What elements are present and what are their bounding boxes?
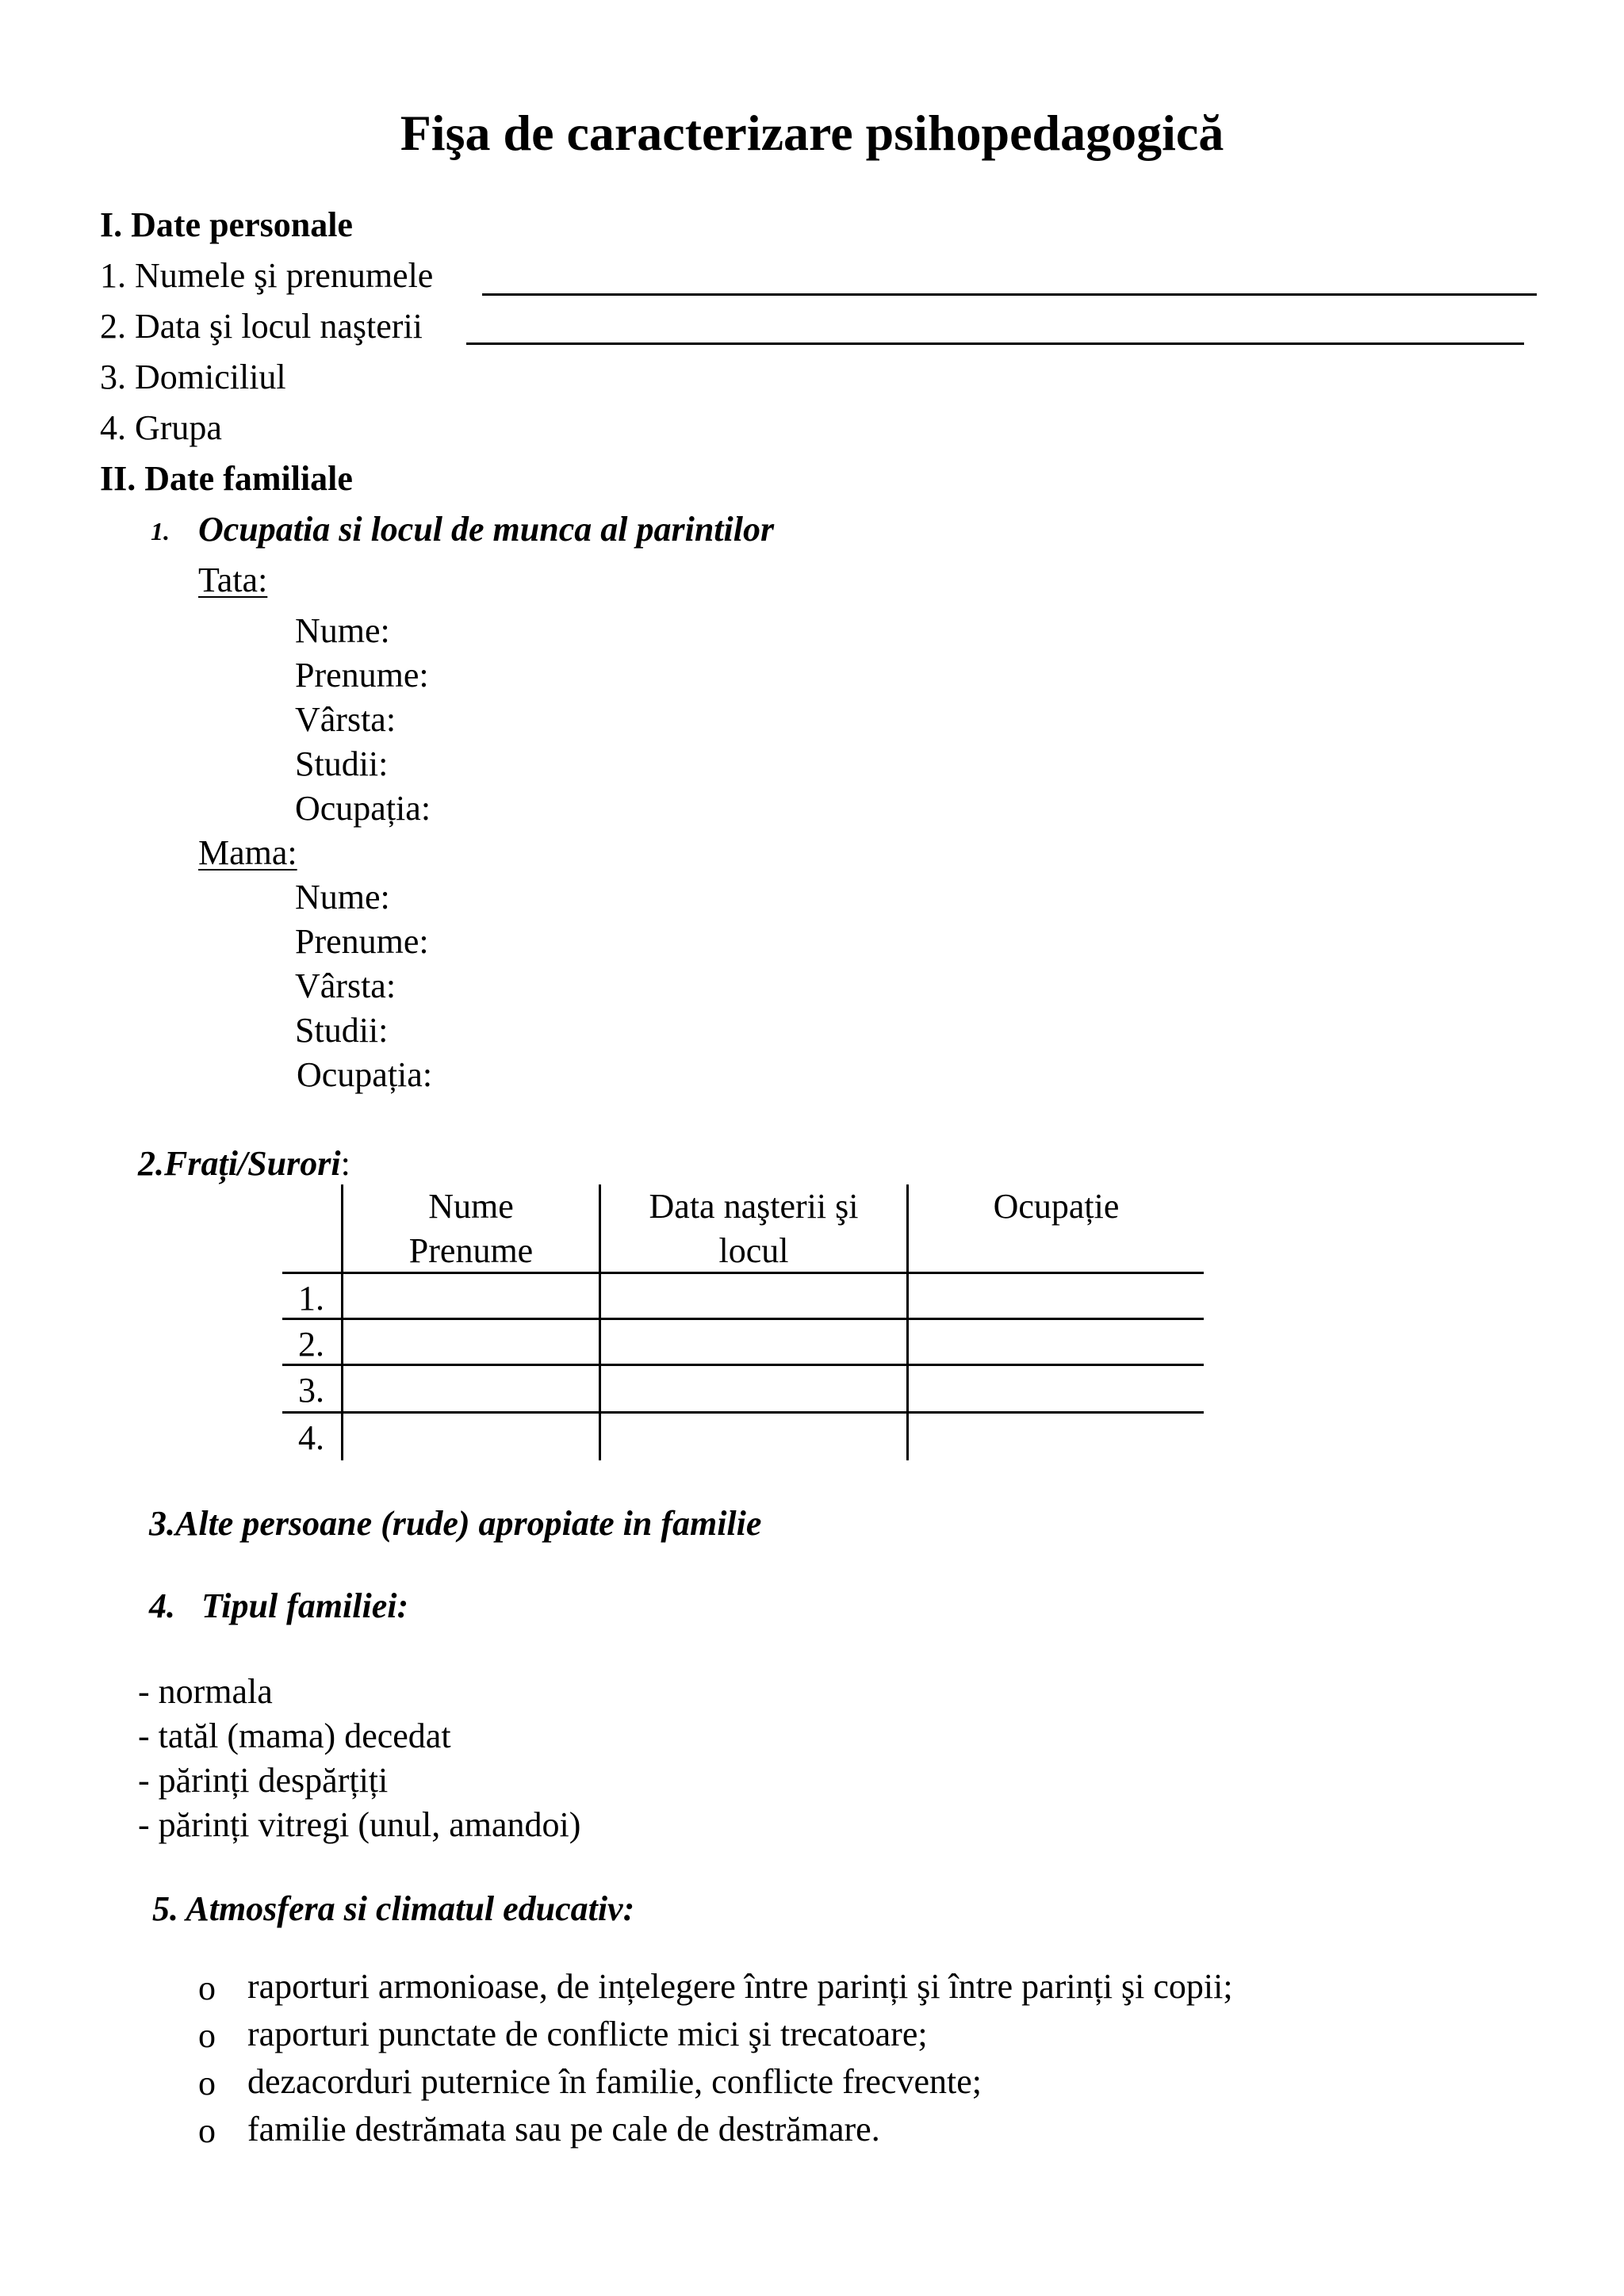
field-birth-label: 2. Data şi locul naşterii (100, 307, 423, 346)
atmosphere-option: raporturi armonioase, de ințelegere între parinți şi între parinți şi copii; (247, 1967, 1233, 2006)
family-type-option: - părinți despărțiți (138, 1761, 389, 1800)
bullet-icon: o (198, 2111, 216, 2150)
field-name-line (482, 293, 1537, 296)
mother-field: Ocupația: (297, 1055, 433, 1094)
section-family-heading: II. Date familiale (100, 459, 353, 498)
section-personal-heading: I. Date personale (100, 205, 353, 244)
atmosphere-option: familie destrămata sau pe cale de destrămare. (247, 2110, 880, 2149)
family-type-heading: 4. Tipul familiei: (149, 1586, 409, 1625)
siblings-heading (138, 1146, 350, 1181)
siblings-heading-colon: : (340, 1144, 350, 1183)
siblings-heading-text: 2.Frați/Surori (138, 1144, 341, 1183)
table-header-cell (909, 1184, 1204, 1229)
field-birth-line (466, 342, 1524, 345)
father-label: Tata: (198, 561, 268, 599)
father-field: Prenume: (295, 656, 429, 695)
table-header-line: locul (718, 1231, 789, 1270)
bullet-icon: o (198, 2016, 216, 2055)
table-header-cell (343, 1184, 599, 1273)
family-type-option: - părinți vitregi (unul, amandoi) (138, 1805, 581, 1844)
father-field: Ocupația: (295, 789, 431, 828)
mother-field: Studii: (295, 1011, 389, 1050)
atmosphere-option: dezacorduri puternice în familie, conflicte frecvente; (247, 2062, 982, 2101)
mother-field: Prenume: (295, 922, 429, 961)
table-header-cell (601, 1184, 906, 1273)
table-row-number: 3. (298, 1371, 324, 1410)
bullet-icon: o (198, 1969, 216, 2007)
table-row-number: 1. (298, 1279, 324, 1318)
page-title: Fişa de caracterizare psihopedagogică (400, 105, 1224, 161)
table-row-number: 4. (298, 1418, 324, 1457)
family-type-option: - tatăl (mama) decedat (138, 1716, 451, 1755)
father-field: Studii: (295, 744, 389, 783)
bullet-icon: o (198, 2064, 216, 2103)
mother-field: Nume: (295, 878, 390, 916)
family-type-option: - normala (138, 1672, 273, 1711)
atmosphere-heading: 5. Atmosfera si climatul educativ: (152, 1889, 635, 1928)
occupation-heading: Ocupatia si locul de munca al parintilor (198, 510, 775, 549)
father-field: Vârsta: (295, 700, 396, 739)
field-group-label: 4. Grupa (100, 408, 222, 447)
table-header-line: Data naşterii şi (649, 1187, 859, 1226)
father-field: Nume: (295, 611, 390, 650)
table-header-line: Prenume (408, 1231, 534, 1270)
field-address-label: 3. Domiciliul (100, 358, 286, 396)
table-border (282, 1364, 1204, 1366)
table-header-line: Ocupație (993, 1187, 1120, 1226)
table-row-number: 2. (298, 1325, 324, 1364)
table-border (282, 1411, 1204, 1414)
occupation-number: 1. (151, 517, 170, 545)
atmosphere-option: raporturi punctate de conflicte mici şi trecatoare; (247, 2015, 928, 2053)
field-name-label: 1. Numele şi prenumele (100, 256, 434, 295)
mother-field: Vârsta: (295, 966, 396, 1005)
mother-label: Mama: (198, 833, 297, 872)
table-border (282, 1318, 1204, 1320)
table-header-line: Nume (428, 1187, 514, 1226)
relatives-heading: 3.Alte persoane (rude) apropiate in familie (149, 1504, 762, 1543)
